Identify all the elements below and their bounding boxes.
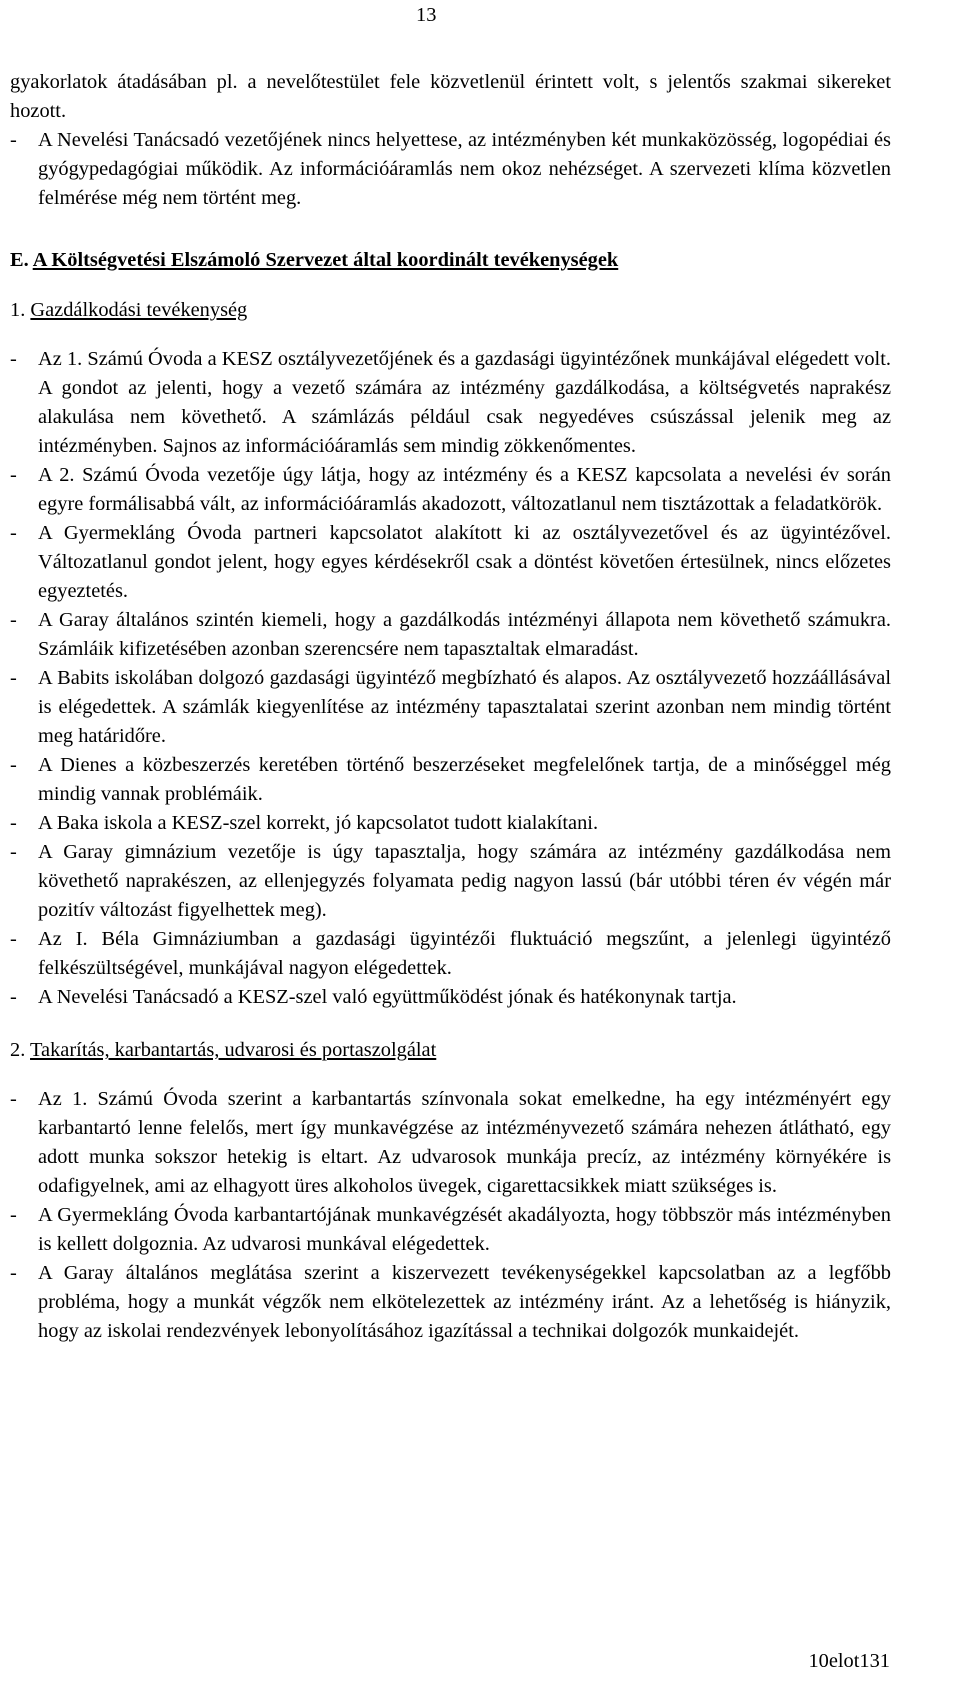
list-item: [10, 461, 891, 519]
document-body: [10, 68, 891, 1346]
list-item-text: Az 1. Számú Óvoda a KESZ osztályvezetőjének és a gazdasági ügyintézőnek munkájával elégedett volt. A gondot az jelenti, hogy a vezető számára az intézmény gazdálkodása, a költségvetés naprakész alakulása nem követhető. A számlázás például csak negyedéves csúszással jelenik meg az intézményben. Sajnos az információáramlás sem mindig zökkenőmentes.: [38, 348, 891, 457]
list-item: [10, 751, 891, 809]
bullet-dash: -: [10, 928, 17, 950]
subsection-number: 1.: [10, 299, 26, 321]
bullet-dash: -: [10, 348, 17, 370]
bullet-dash: -: [10, 667, 17, 689]
list-item-text: A Gyermekláng Óvoda partneri kapcsolatot alakított ki az osztályvezetővel és az ügyintézővel. Változatlanul gondot jelent, hogy egyes kérdésekről csak a döntést követően értesülnek, nincs előzetes egyeztetés.: [38, 522, 891, 602]
list-item: [10, 1085, 891, 1201]
intro-paragraph: gyakorlatok átadásában pl. a nevelőtestület fele közvetlenül érintett volt, s jelentős szakmai sikereket hozott.: [10, 71, 891, 122]
bullet-dash: -: [10, 1262, 17, 1284]
list-item-text: A Baka iskola a KESZ-szel korrekt, jó kapcsolatot tudott kialakítani.: [38, 812, 599, 834]
list-item-text: A 2. Számú Óvoda vezetője úgy látja, hogy az intézmény és a KESZ kapcsolata a nevelési év során egyre formálisabbá vált, az információáramlás akadozott, változatlanul nem tisztázottak a feladatkörök.: [38, 464, 891, 515]
bullet-dash: -: [10, 986, 17, 1008]
subsection-heading-1: [10, 296, 891, 325]
list-item-text: A Babits iskolában dolgozó gazdasági ügyintéző megbízható és alapos. Az osztályvezető hozzáállásával is elégedettek. A számlák kiegyenlítése az intézmény tapasztalatai szerint azonban nem mindig történt meg határidőre.: [38, 667, 891, 747]
list-item: [10, 606, 891, 664]
bullet-dash: -: [10, 522, 17, 544]
list-item-text: A Nevelési Tanácsadó a KESZ-szel való együttműködést jónak és hatékonynak tartja.: [38, 986, 737, 1008]
subsection-number: 2.: [10, 1039, 26, 1061]
list-item: [10, 1259, 891, 1346]
list-item-text: A Garay általános szintén kiemeli, hogy a gazdálkodás intézményi állapota nem követhető számukra. Számláik kifizetésében azonban szerencsére nem tapasztaltak elmaradást.: [38, 609, 891, 660]
bullet-dash: -: [10, 1204, 17, 1226]
subsection-title: Gazdálkodási tevékenység: [30, 299, 248, 321]
list-item: [10, 345, 891, 461]
list-item: [10, 126, 891, 213]
bullet-dash: -: [10, 754, 17, 776]
list-item: [10, 838, 891, 925]
list-item: [10, 809, 891, 838]
list-item: [10, 983, 891, 1012]
list-item-text: A Dienes a közbeszerzés keretében történő beszerzéseket megfelelőnek tartja, de a minőséggel még mindig vannak problémáik.: [38, 754, 891, 805]
list-item-text: A Garay gimnázium vezetője is úgy tapasztalja, hogy számára az intézmény gazdálkodása nem követhető naprakészen, az ellenjegyzés folyamata pedig nagyon lassú (bár utóbbi téren év végén már pozitív változást figyelhettek meg).: [38, 841, 891, 921]
section-heading: [10, 246, 891, 275]
list-item: [10, 664, 891, 751]
list-item-text: A Garay általános meglátása szerint a kiszervezett tevékenységekkel kapcsolatban az a legfőbb probléma, hogy a munkát végzők nem elkötelezettek az intézmény iránt. Az a lehetőség is hiányzik, hogy az iskolai rendezvények lebonyolításához igazítással a technikai dolgozók munkaidejét.: [38, 1262, 891, 1342]
page-number: 13: [416, 4, 437, 26]
subsection-heading-2: [10, 1036, 891, 1065]
bullet-dash: -: [10, 609, 17, 631]
bullet-dash: -: [10, 841, 17, 863]
section-letter: E.: [10, 249, 29, 271]
list-item-text: Az I. Béla Gimnáziumban a gazdasági ügyintézői fluktuáció megszűnt, a jelenlegi ügyintéző felkészültségével, munkájával nagyon elégedettek.: [38, 928, 891, 979]
section-title: A Költségvetési Elszámoló Szervezet által koordinált tevékenységek: [32, 249, 619, 271]
list-item-text: A Gyermekláng Óvoda karbantartójának munkavégzését akadályozta, hogy többször más intézményben is kellett dolgoznia. Az udvarosi munkával elégedettek.: [38, 1204, 891, 1255]
list-item: [10, 519, 891, 606]
bullet-dash: -: [10, 1088, 17, 1110]
bullet-dash: -: [10, 464, 17, 486]
list-item: [10, 1201, 891, 1259]
list-item-text: Az 1. Számú Óvoda szerint a karbantartás színvonala sokat emelkedne, ha egy intézményért egy karbantartó lenne felelős, mert így munkavégzése az intézményvezető számára nehezen átlátható, egy adott munka sokszor hetekig is eltart. Az udvarosok munkája precíz, az intézmény környékére is odafigyelnek, ami az elhagyott üres alkoholos üvegek, cigarettacsikkek miatt szükséges is.: [38, 1088, 891, 1197]
bullet-dash: -: [10, 812, 17, 834]
subsection-title: Takarítás, karbantartás, udvarosi és portaszolgálat: [30, 1039, 437, 1061]
list-item: [10, 925, 891, 983]
footer-code: 10elot131: [808, 1650, 890, 1672]
bullet-dash: -: [10, 129, 17, 151]
list-item-text: A Nevelési Tanácsadó vezetőjének nincs helyettese, az intézményben két munkaközösség, logopédiai és gyógypedagógiai működik. Az információáramlás nem okoz nehézséget. A szervezeti klíma közvetlen felmérése még nem történt meg.: [38, 129, 891, 209]
